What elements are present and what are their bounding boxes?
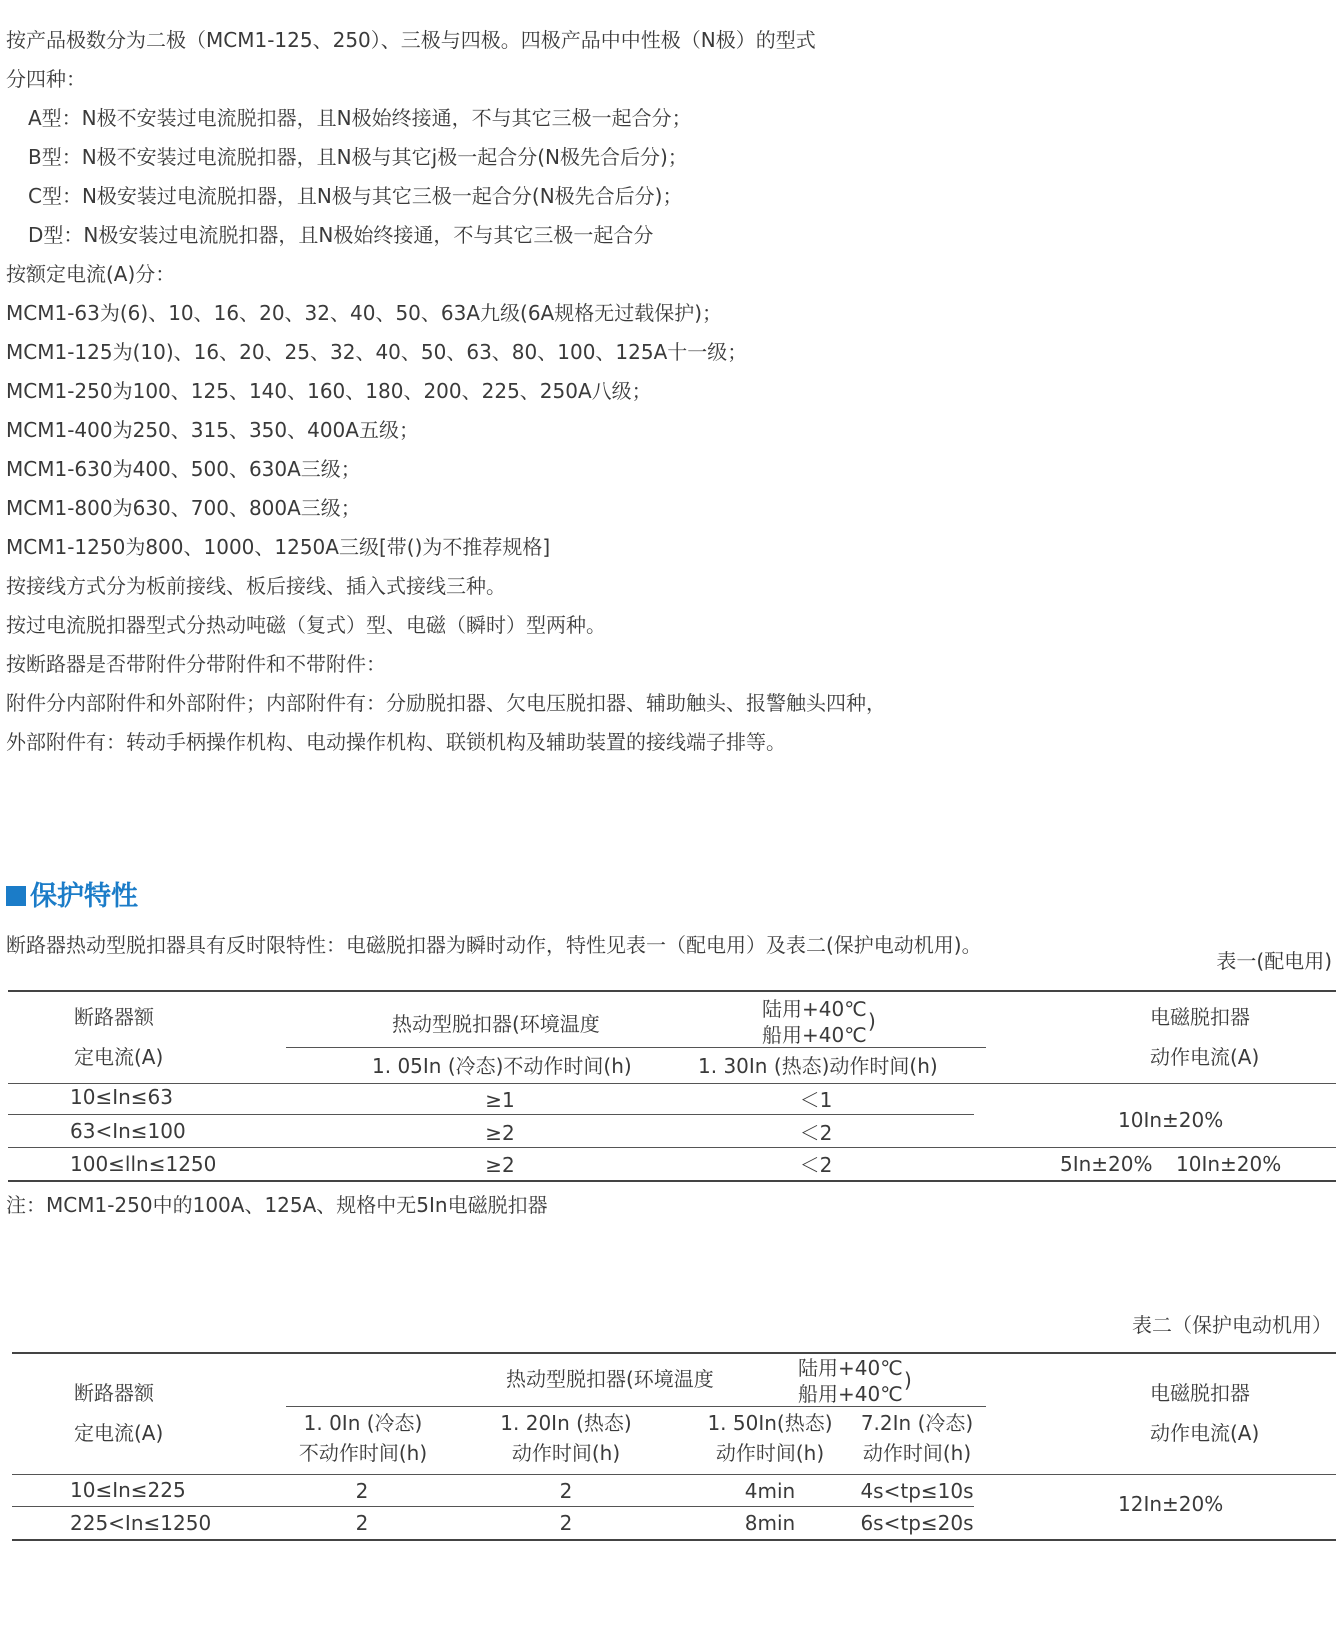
header-paren: ) [904,1368,912,1392]
table-row-rated: 100≤lln≤1250 [70,1152,217,1176]
table-row-cell: ＜2 [799,1121,833,1145]
table-row-cell: 4s<tp≤10s [860,1479,974,1503]
header-rated-line1: 断路器额 [74,1005,154,1029]
table-row-cell: ≥1 [485,1088,515,1112]
intro-line: B型：N极不安装过电流脱扣器，且N极与其它j极一起合分(N极先合后分)； [28,145,688,169]
sub-header: 1. 50In(热态) [707,1411,833,1435]
header-mag-line1: 电磁脱扣器 [1150,1005,1250,1029]
header-ship-temp: 船用+40℃ [762,1023,867,1047]
table-rule [8,990,1336,992]
table-row-cell: ＜2 [799,1153,833,1177]
intro-line: MCM1-63为(6)、10、16、20、32、40、50、63A九级(6A规格无过载保护)； [6,301,723,325]
table-1-caption: 表一(配电用) [1216,949,1332,973]
intro-line: 附件分内部附件和外部附件；内部附件有：分励脱扣器、欠电压脱扣器、辅助触头、报警触头四种， [6,691,886,715]
square-bullet-icon [6,886,26,906]
header-land-temp: 陆用+40℃ [798,1356,903,1380]
sub-header: 动作时间(h) [715,1441,825,1465]
header-mag-line1: 电磁脱扣器 [1150,1381,1250,1405]
intro-line: MCM1-800为630、700、800A三级； [6,496,361,520]
header-mag-line2: 动作电流(A) [1150,1421,1260,1445]
header-mag-line2: 动作电流(A) [1150,1045,1260,1069]
sub-header: 1. 0In (冷态) [303,1411,423,1435]
section-title: 保护特性 [6,880,138,914]
intro-line: A型：N极不安装过电流脱扣器，且N极始终接通，不与其它三极一起合分； [28,106,692,130]
table-row-cell: 2 [559,1479,573,1503]
table-2-caption: 表二（保护电动机用） [1132,1313,1332,1337]
header-rated-line2: 定电流(A) [74,1045,164,1069]
header-paren: ) [868,1009,876,1033]
intro-line: D型：N极安装过电流脱扣器，且N极始终接通，不与其它三极一起合分 [28,223,654,247]
table-rule [12,1539,1336,1541]
table-row-cell: 2 [355,1479,369,1503]
table-row-cell: 4min [744,1479,796,1503]
header-sub1: 1. 05In (冷态)不动作时间(h) [372,1054,632,1078]
intro-line: MCM1-630为400、500、630A三级； [6,457,361,481]
table-rule [286,1047,986,1048]
table-row-cell: ≥2 [485,1153,515,1177]
sub-header: 动作时间(h) [511,1441,621,1465]
intro-line: 按过电流脱扣器型式分热动吨磁（复式）型、电磁（瞬时）型两种。 [6,613,606,637]
mag-cell: 10In±20% [1176,1152,1282,1176]
table-row-rated: 10≤In≤63 [70,1085,173,1109]
table-rule [8,1114,974,1115]
header-land-temp: 陆用+40℃ [762,997,867,1021]
table-row-cell: ≥2 [485,1121,515,1145]
intro-line: 按接线方式分为板前接线、板后接线、插入式接线三种。 [6,574,506,598]
table-row-cell: 2 [355,1511,369,1535]
intro-line: 外部附件有：转动手柄操作机构、电动操作机构、联锁机构及辅助装置的接线端子排等。 [6,730,786,754]
table-rule [12,1352,1336,1354]
intro-line: 按额定电流(A)分： [6,262,176,286]
header-rated-line1: 断路器额 [74,1381,154,1405]
table-row-rated: 10≤In≤225 [70,1478,186,1502]
intro-line: 分四种： [6,67,86,91]
intro-line: MCM1-250为100、125、140、160、180、200、225、250A八级； [6,379,652,403]
table-row-cell: 8min [744,1511,796,1535]
table-rule [8,1180,1336,1182]
header-rated-line2: 定电流(A) [74,1421,164,1445]
table-row-cell: 6s<tp≤20s [860,1511,974,1535]
mag-cell: 5In±20% [1060,1152,1153,1176]
table-rule [12,1474,1336,1475]
intro-line: C型：N极安装过电流脱扣器，且N极与其它三极一起合分(N极先合后分)； [28,184,683,208]
intro-line: MCM1-125为(10)、16、20、25、32、40、50、63、80、100、125A十一级； [6,340,748,364]
table-rule [286,1406,986,1407]
table-rule [8,1147,1336,1148]
intro-line: 按断路器是否带附件分带附件和不带附件： [6,652,386,676]
section-description: 断路器热动型脱扣器具有反时限特性：电磁脱扣器为瞬时动作，特性见表一（配电用）及表二(保护电动机用)。 [6,933,982,957]
mag-merged-cell: 12In±20% [1118,1492,1224,1516]
table-row-rated: 225<In≤1250 [70,1511,212,1535]
header-ship-temp: 船用+40℃ [798,1382,903,1406]
sub-header: 7.2In (冷态) [860,1411,974,1435]
intro-line: MCM1-1250为800、1000、1250A三级[带()为不推荐规格] [6,535,551,559]
header-sub2: 1. 30In (热态)动作时间(h) [698,1054,938,1078]
table-row-cell: ＜1 [799,1088,833,1112]
table-row-cell: 2 [559,1511,573,1535]
table-rule [12,1506,974,1507]
mag-merged-cell: 10In±20% [1118,1108,1224,1132]
table-rule [8,1083,1336,1084]
table-note: 注：MCM1-250中的100A、125A、规格中无5In电磁脱扣器 [6,1193,548,1217]
sub-header: 不动作时间(h) [298,1441,428,1465]
intro-line: 按产品极数分为二极（MCM1-125、250）、三极与四极。四极产品中中性极（N极）的型式 [6,28,816,52]
table-row-rated: 63<In≤100 [70,1119,186,1143]
header-thermal: 热动型脱扣器(环境温度 [392,1012,600,1036]
intro-line: MCM1-400为250、315、350、400A五级； [6,418,419,442]
sub-header: 1. 20In (热态) [500,1411,632,1435]
header-thermal: 热动型脱扣器(环境温度 [506,1367,714,1391]
sub-header: 动作时间(h) [862,1441,972,1465]
